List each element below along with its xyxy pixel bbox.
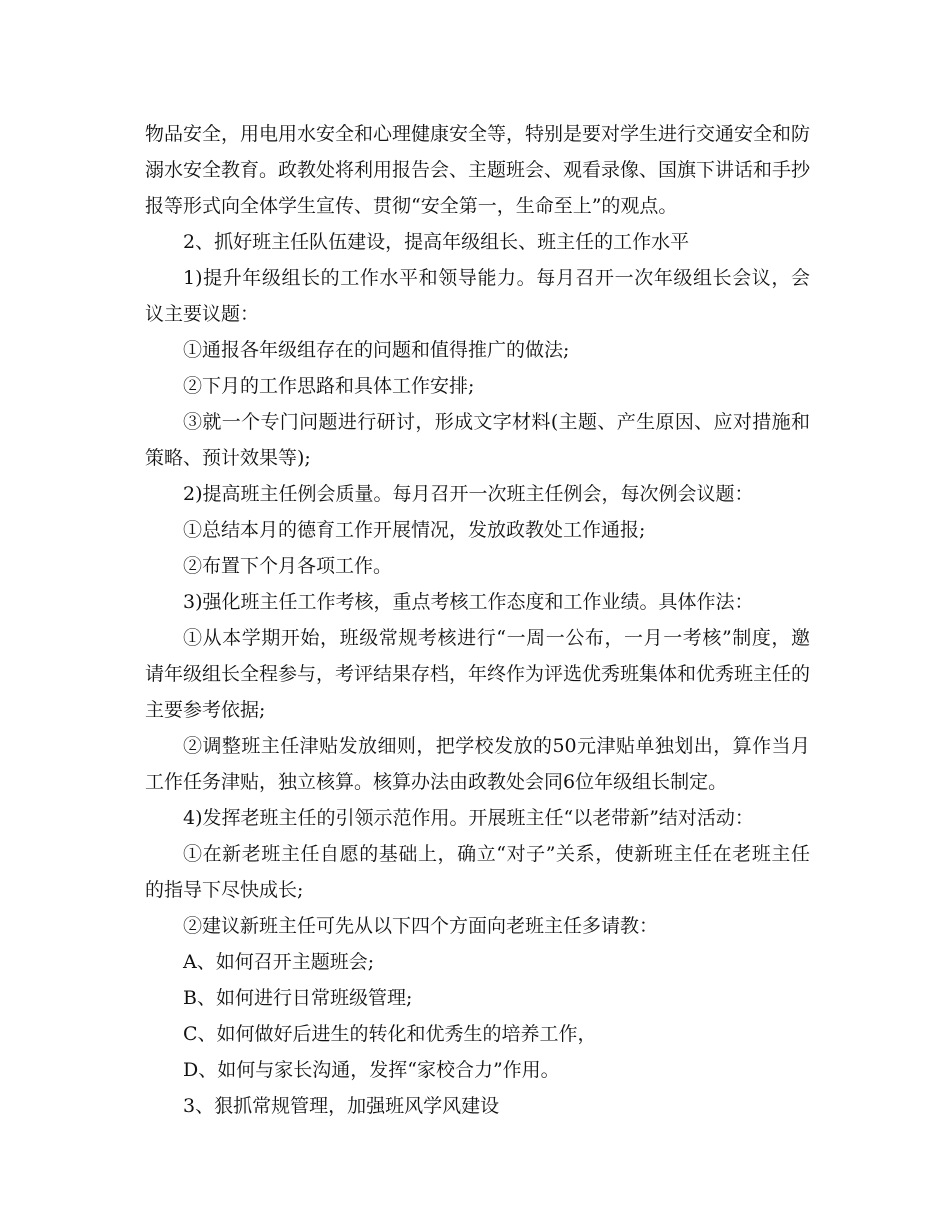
paragraph-safety-education: 物品安全，用电用水安全和心理健康安全等，特别是要对学生进行交通安全和防溺水安全教育。政教处将利用报告会、主题班会、观看录像、国旗下讲话和手抄报等形式向全体学生宣传、贯彻“安全第一，生命至上”的观点。 xyxy=(145,123,811,217)
list-item-four-aspects: ②建议新班主任可先从以下四个方面向老班主任多请教： xyxy=(183,915,659,937)
list-item-special-topic: ③就一个专门问题进行研讨，形成文字材料(主题、产生原因、应对措施和策略、预计效果等); xyxy=(145,411,810,469)
list-item-pairing: ①在新老班主任自愿的基础上，确立“对子”关系，使新班主任在老班主任的指导下尽快成长; xyxy=(145,843,810,901)
heading-routine-management: 3、狠抓常规管理，加强班风学风建设 xyxy=(183,1095,500,1117)
paragraph-class-teacher-meeting: 2)提高班主任例会质量。每月召开一次班主任例会，每次例会议题： xyxy=(183,483,754,505)
list-item-next-month-tasks: ②布置下个月各项工作。 xyxy=(183,555,393,577)
list-item-weekly-monthly-assessment: ①从本学期开始，班级常规考核进行“一周一公布，一月一考核”制度，邀请年级组长全程参与，考评结果存档，年终作为评选优秀班集体和优秀班主任的主要参考依据; xyxy=(145,627,811,721)
document-body xyxy=(145,116,810,1124)
list-item-allowance-rules: ②调整班主任津贴发放细则，把学校发放的50元津贴单独划出，算作当月工作任务津贴，独立核算。核算办法由政教处会同6位年级组长制定。 xyxy=(145,735,810,793)
list-item-next-month-plan: ②下月的工作思路和具体工作安排; xyxy=(183,375,475,397)
list-item-a: A、如何召开主题班会; xyxy=(183,951,375,973)
list-item-c: C、如何做好后进生的转化和优秀生的培养工作， xyxy=(183,1023,597,1045)
paragraph-grade-leader-meeting: 1)提升年级组长的工作水平和领导能力。每月召开一次年级组长会议，会议主要议题： xyxy=(145,267,810,325)
paragraph-mentoring: 4)发挥老班主任的引领示范作用。开展班主任“以老带新”结对活动： xyxy=(183,807,754,829)
heading-class-teacher-team: 2、抓好班主任队伍建设，提高年级组长、班主任的工作水平 xyxy=(183,231,690,253)
list-item-d: D、如何与家长沟通，发挥“家校合力”作用。 xyxy=(183,1059,560,1081)
list-item-monthly-summary: ①总结本月的德育工作开展情况，发放政教处工作通报; xyxy=(183,519,646,541)
list-item-report-problems: ①通报各年级组存在的问题和值得推广的做法; xyxy=(183,339,570,361)
list-item-b: B、如何进行日常班级管理; xyxy=(183,987,413,1009)
paragraph-assessment: 3)强化班主任工作考核，重点考核工作态度和工作业绩。具体作法： xyxy=(183,591,754,613)
